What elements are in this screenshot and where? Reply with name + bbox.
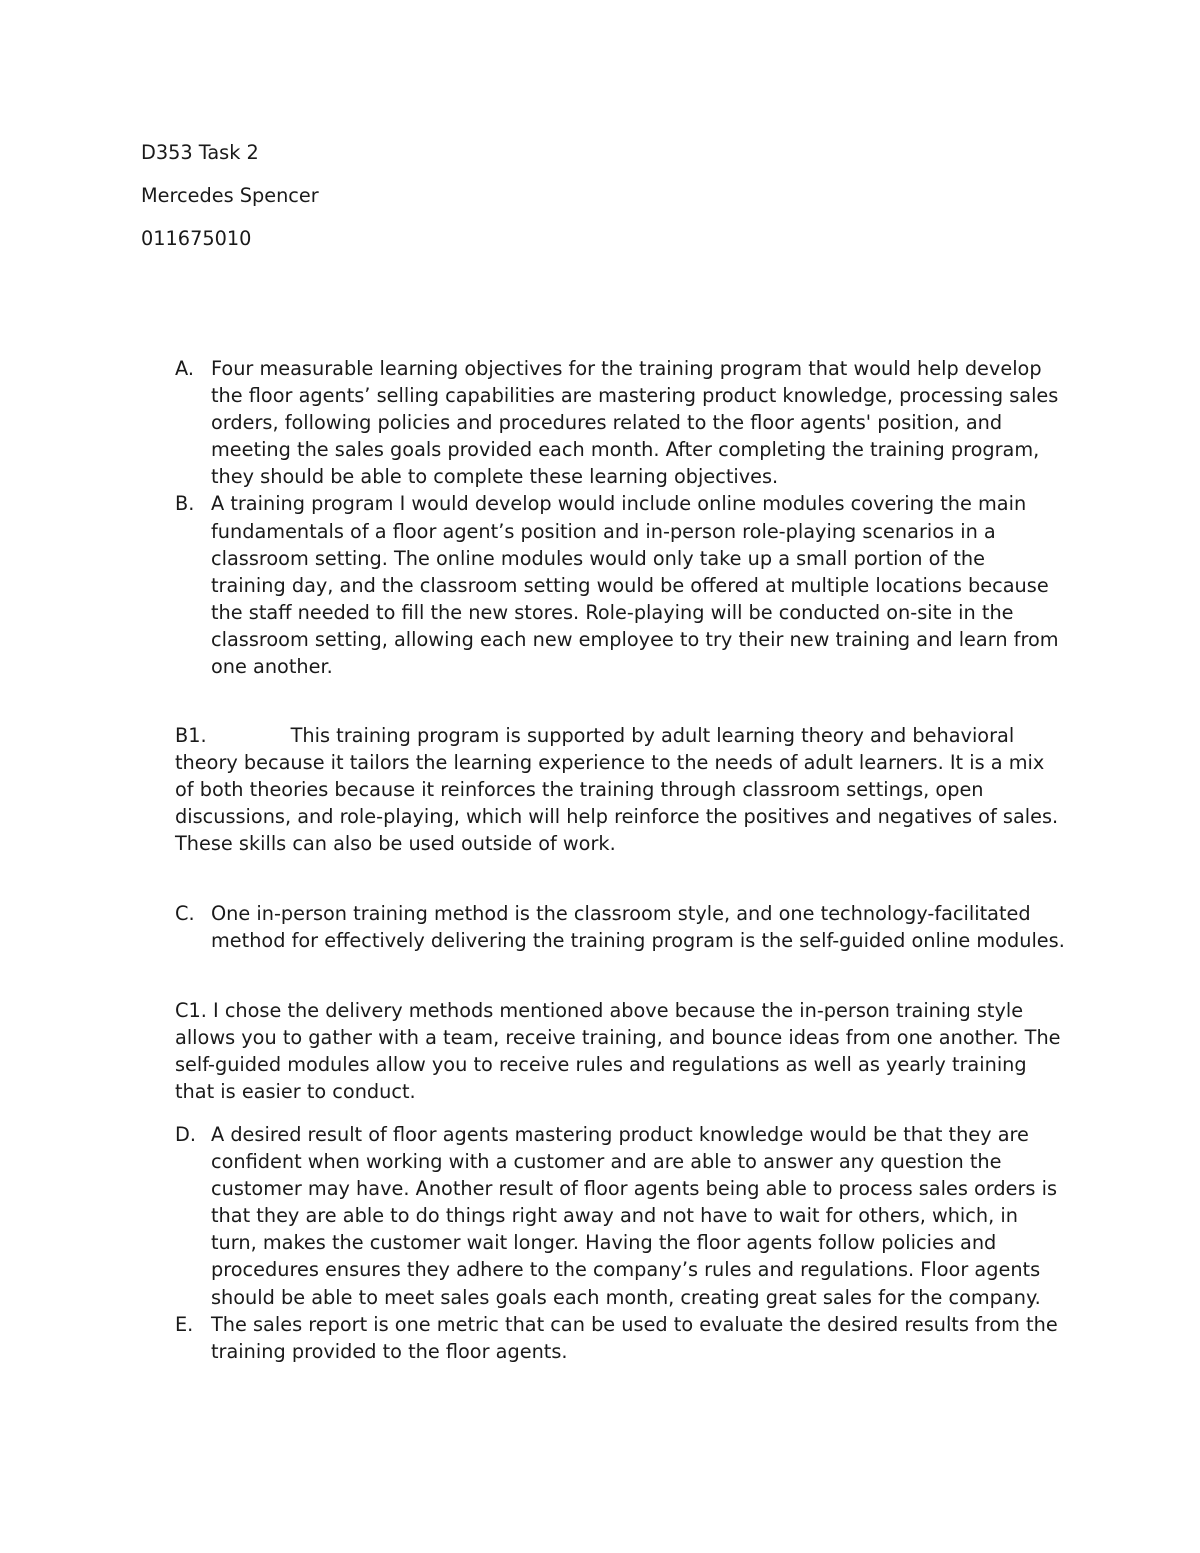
section-a <box>175 355 1065 490</box>
section-b1-label: B1. <box>175 724 207 747</box>
section-b1 <box>175 722 1065 857</box>
section-a-label: A. <box>175 357 194 380</box>
section-e <box>175 1311 1065 1365</box>
section-b <box>175 490 1065 680</box>
author-name: Mercedes Spencer <box>141 184 319 207</box>
list-de <box>175 1121 1065 1365</box>
section-d-text: A desired result of floor agents mastering product knowledge would be that they are confident when working with a customer and are able to answer any question the customer may have. Another result of floor agents being able to process sales orders is that they are able to do things right away and not have to wait for others, which, in turn, makes the customer wait longer. Having the floor agents follow policies and procedures ensures they adhere to the company’s rules and regulations. Floor agents should be able to meet sales goals each month, creating great sales for the company. <box>211 1123 1057 1309</box>
section-b-text: A training program I would develop would include online modules covering the main fundamentals of a floor agent’s position and in-person role-playing scenarios in a classroom setting. The online modules would only take up a small portion of the training day, and the classroom setting would be offered at multiple locations because the staff needed to fill the new stores. Role-playing will be conducted on-site in the classroom setting, allowing each new employee to try their new training and learn from one another. <box>211 492 1059 679</box>
section-a-text: Four measurable learning objectives for the training program that would help develop the floor agents’ selling capabilities are mastering product knowledge, processing sales orders, following policies and procedures related to the floor agents' position, and meeting the sales goals provided each month. After completing the training program, they should be able to complete these learning objectives. <box>211 357 1059 489</box>
list-ab <box>175 355 1065 680</box>
section-d-label: D. <box>175 1123 196 1146</box>
section-c1-label: C1. <box>175 999 207 1022</box>
document-title: D353 Task 2 <box>141 141 259 164</box>
list-c <box>175 900 1065 954</box>
section-b1-text: This training program is supported by adult learning theory and behavioral theory because it tailors the learning experience to the needs of adult learners. It is a mix of both theories because it reinforces the training through classroom settings, open discussions, and role-playing, which will help reinforce the positives and negatives of sales. These skills can also be used outside of work. <box>175 724 1059 856</box>
section-e-text: The sales report is one metric that can be used to evaluate the desired results from the training provided to the floor agents. <box>211 1312 1058 1363</box>
section-d <box>175 1121 1065 1311</box>
section-b-label: B. <box>175 492 195 516</box>
section-c1 <box>175 997 1065 1105</box>
section-c1-text: I chose the delivery methods mentioned above because the in-person training style allows you to gather with a team, receive training, and bounce ideas from one another. The self-guided modules allow you to receive rules and regulations as well as yearly training that is easier to conduct. <box>175 999 1061 1104</box>
section-c <box>175 900 1065 954</box>
section-e-label: E. <box>175 1312 194 1336</box>
student-id: 011675010 <box>141 227 252 250</box>
section-c-label: C. <box>175 902 195 925</box>
section-c-text: One in-person training method is the classroom style, and one technology-facilitated method for effectively delivering the training program is the self-guided online modules. <box>211 902 1065 953</box>
